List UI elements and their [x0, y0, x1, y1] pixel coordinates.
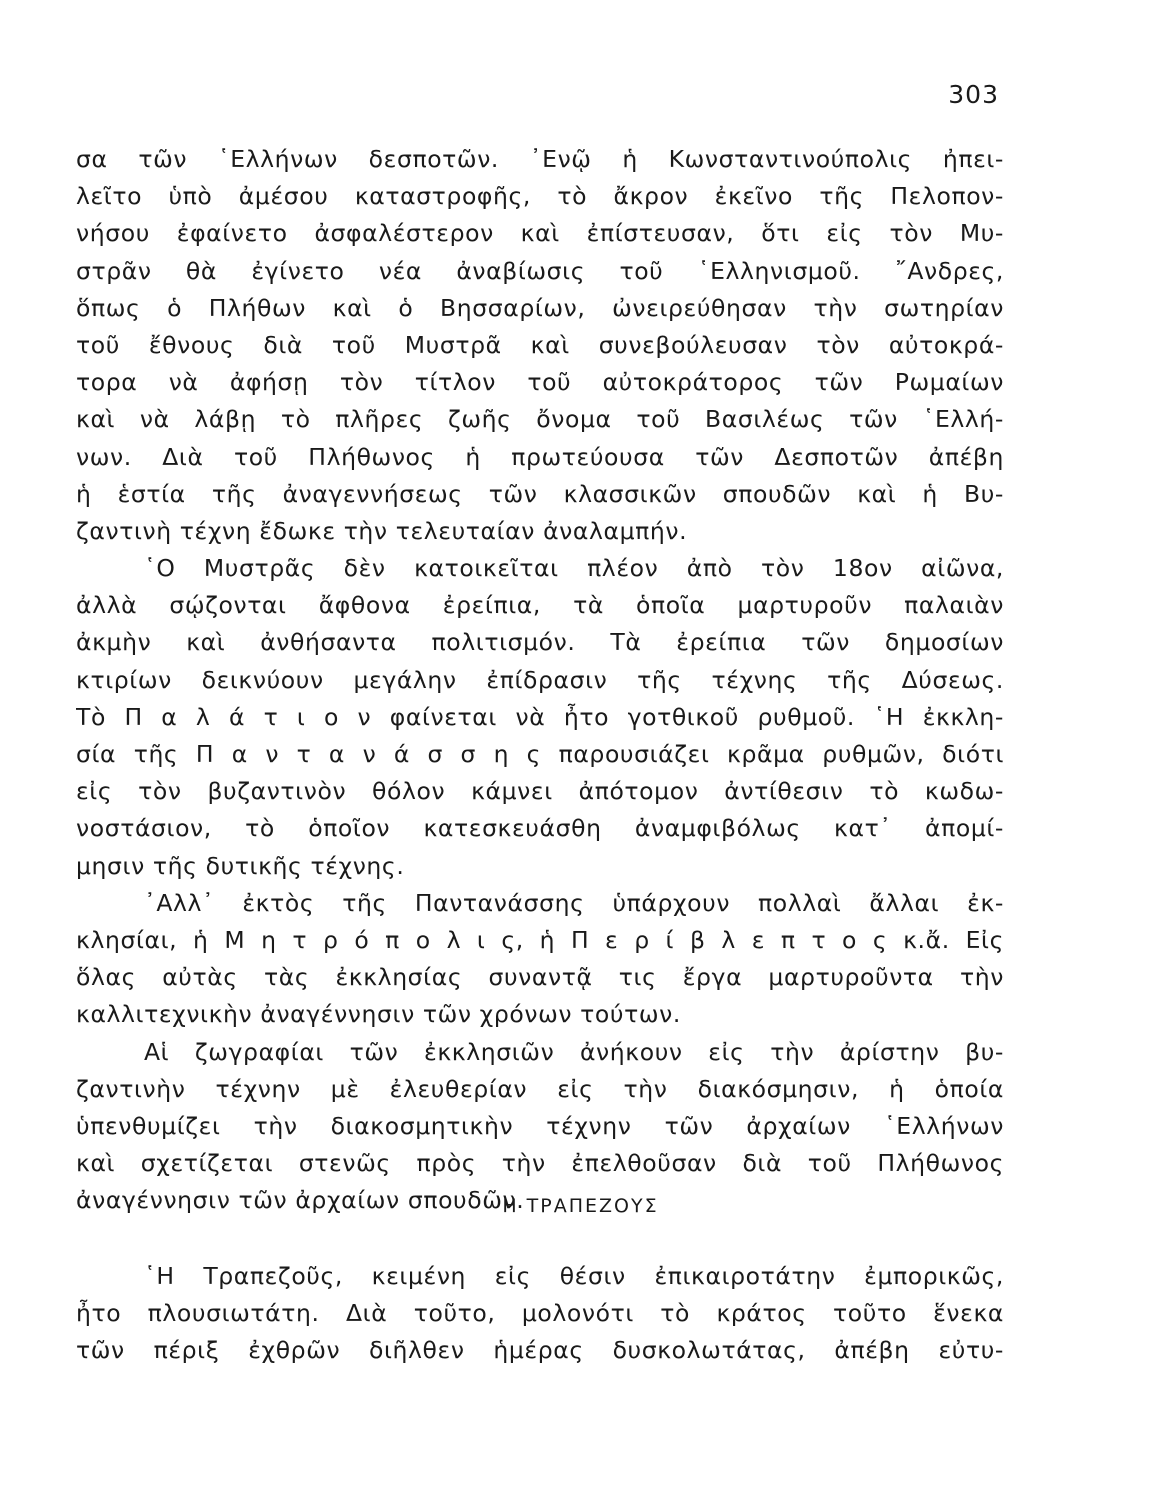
text-line: ἀναγέννησιν τῶν ἀρχαίων σπουδῶν.	[76, 1186, 525, 1215]
text-line: ὑπενθυμίζει τὴν διακοσμητικὴν τέχνην τῶν ἀρχαίων ῾Ελλήνων	[76, 1111, 1004, 1140]
text-line: καλλιτεχνικὴν ἀναγέννησιν τῶν χρόνων τούτων.	[76, 1000, 681, 1029]
text-line: τοῦ ἔθνους διὰ τοῦ Μυστρᾶ καὶ συνεβούλευσαν τὸν αὐτοκρά-	[76, 330, 1004, 359]
text-line: μησιν τῆς δυτικῆς τέχνης.	[76, 851, 405, 880]
text-line: τῶν πέριξ ἐχθρῶν διῆλθεν ἡμέρας δυσκολωτάτας, ἀπέβη εὐτυ-	[76, 1336, 1004, 1365]
text-line: ᾿Αλλ᾿ ἐκτὸς τῆς Παντανάσσης ὑπάρχουν πολλαὶ ἄλλαι ἐκ-	[144, 888, 1004, 917]
page-number: 303	[948, 80, 999, 109]
text-line: ὅπως ὁ Πλήθων καὶ ὁ Βησσαρίων, ὠνειρεύθησαν τὴν σωτηρίαν	[76, 293, 1004, 322]
text-line: νήσου ἐφαίνετο ἀσφαλέστερον καὶ ἐπίστευσαν, ὅτι εἰς τὸν Μυ-	[76, 219, 1004, 248]
text-line: στρᾶν θὰ ἐγίνετο νέα ἀναβίωσις τοῦ ῾Ελληνισμοῦ. ῎Ανδρες,	[76, 256, 1004, 285]
section-text	[76, 1258, 1004, 1370]
text-line: κλησίαι, ἡ Μ η τ ρ ό π ο λ ι ς, ἡ Π ε ρ ί β λ ε π τ ο ς κ.ἄ. Εἰς	[76, 925, 1004, 954]
text-line: νων. Διὰ τοῦ Πλήθωνος ἡ πρωτεύουσα τῶν Δεσποτῶν ἀπέβη	[76, 442, 1004, 471]
section-heading: Η ΤΡΑΠΕΖΟΥΣ	[502, 1195, 659, 1217]
text-line: ἀκμὴν καὶ ἀνθήσαντα πολιτισμόν. Τὰ ἐρείπια τῶν δημοσίων	[76, 628, 1004, 657]
text-line: ἡ ἑστία τῆς ἀναγεννήσεως τῶν κλασσικῶν σπουδῶν καὶ ἡ Βυ-	[76, 479, 1004, 508]
text-line: καὶ σχετίζεται στενῶς πρὸς τὴν ἐπελθοῦσαν διὰ τοῦ Πλήθωνος	[76, 1149, 1004, 1178]
text-line: ῾Ο Μυστρᾶς δὲν κατοικεῖται πλέον ἀπὸ τὸν 18ον αἰῶνα,	[144, 554, 1004, 583]
text-line: ζαντινὴ τέχνη ἔδωκε τὴν τελευταίαν ἀναλαμπήν.	[76, 516, 688, 545]
text-line: νοστάσιον, τὸ ὁποῖον κατεσκευάσθη ἀναμφιβόλως κατ᾿ ἀπομί-	[76, 814, 1004, 843]
text-line: κτιρίων δεικνύουν μεγάλην ἐπίδρασιν τῆς τέχνης τῆς Δύσεως.	[76, 665, 1004, 694]
text-line: ζαντινὴν τέχνην μὲ ἐλευθερίαν εἰς τὴν διακόσμησιν, ἡ ὁποία	[76, 1074, 1004, 1103]
text-line: σία τῆς Π α ν τ α ν ά σ σ η ς παρουσιάζει κρᾶμα ρυθμῶν, διότι	[76, 740, 1004, 768]
text-line: τορα νὰ ἀφήσῃ τὸν τίτλον τοῦ αὐτοκράτορος τῶν Ρωμαίων	[76, 368, 1004, 397]
text-line: σα τῶν ῾Ελλήνων δεσποτῶν. ᾿Ενῷ ἡ Κωνσταντινούπολις ἠπει-	[76, 145, 1004, 173]
text-line: ἀλλὰ σῴζονται ἄφθονα ἐρείπια, τὰ ὁποῖα μαρτυροῦν παλαιὰν	[76, 591, 1004, 620]
main-text	[76, 141, 1004, 1219]
text-line: ῾Η Τραπεζοῦς, κειμένη εἰς θέσιν ἐπικαιροτάτην ἐμπορικῶς,	[144, 1262, 1004, 1290]
text-line: ἦτο πλουσιωτάτη. Διὰ τοῦτο, μολονότι τὸ κράτος τοῦτο ἕνεκα	[76, 1299, 1004, 1328]
text-line: καὶ νὰ λάβῃ τὸ πλῆρες ζωῆς ὄνομα τοῦ Βασιλέως τῶν ῾Ελλή-	[76, 405, 1004, 434]
text-line: Τὸ Π α λ ά τ ι ο ν φαίνεται νὰ ἦτο γοτθικοῦ ρυθμοῦ. ῾Η ἐκκλη-	[76, 702, 1004, 731]
text-line: ὅλας αὐτὰς τὰς ἐκκλησίας συναντᾷ τις ἔργα μαρτυροῦντα τὴν	[76, 963, 1004, 992]
text-line: εἰς τὸν βυζαντινὸν θόλον κάμνει ἀπότομον ἀντίθεσιν τὸ κωδω-	[76, 777, 1004, 806]
text-line: λεῖτο ὑπὸ ἀμέσου καταστροφῆς, τὸ ἄκρον ἐκεῖνο τῆς Πελοπον-	[76, 182, 1004, 211]
text-line: Αἱ ζωγραφίαι τῶν ἐκκλησιῶν ἀνήκουν εἰς τὴν ἀρίστην βυ-	[144, 1037, 1004, 1066]
